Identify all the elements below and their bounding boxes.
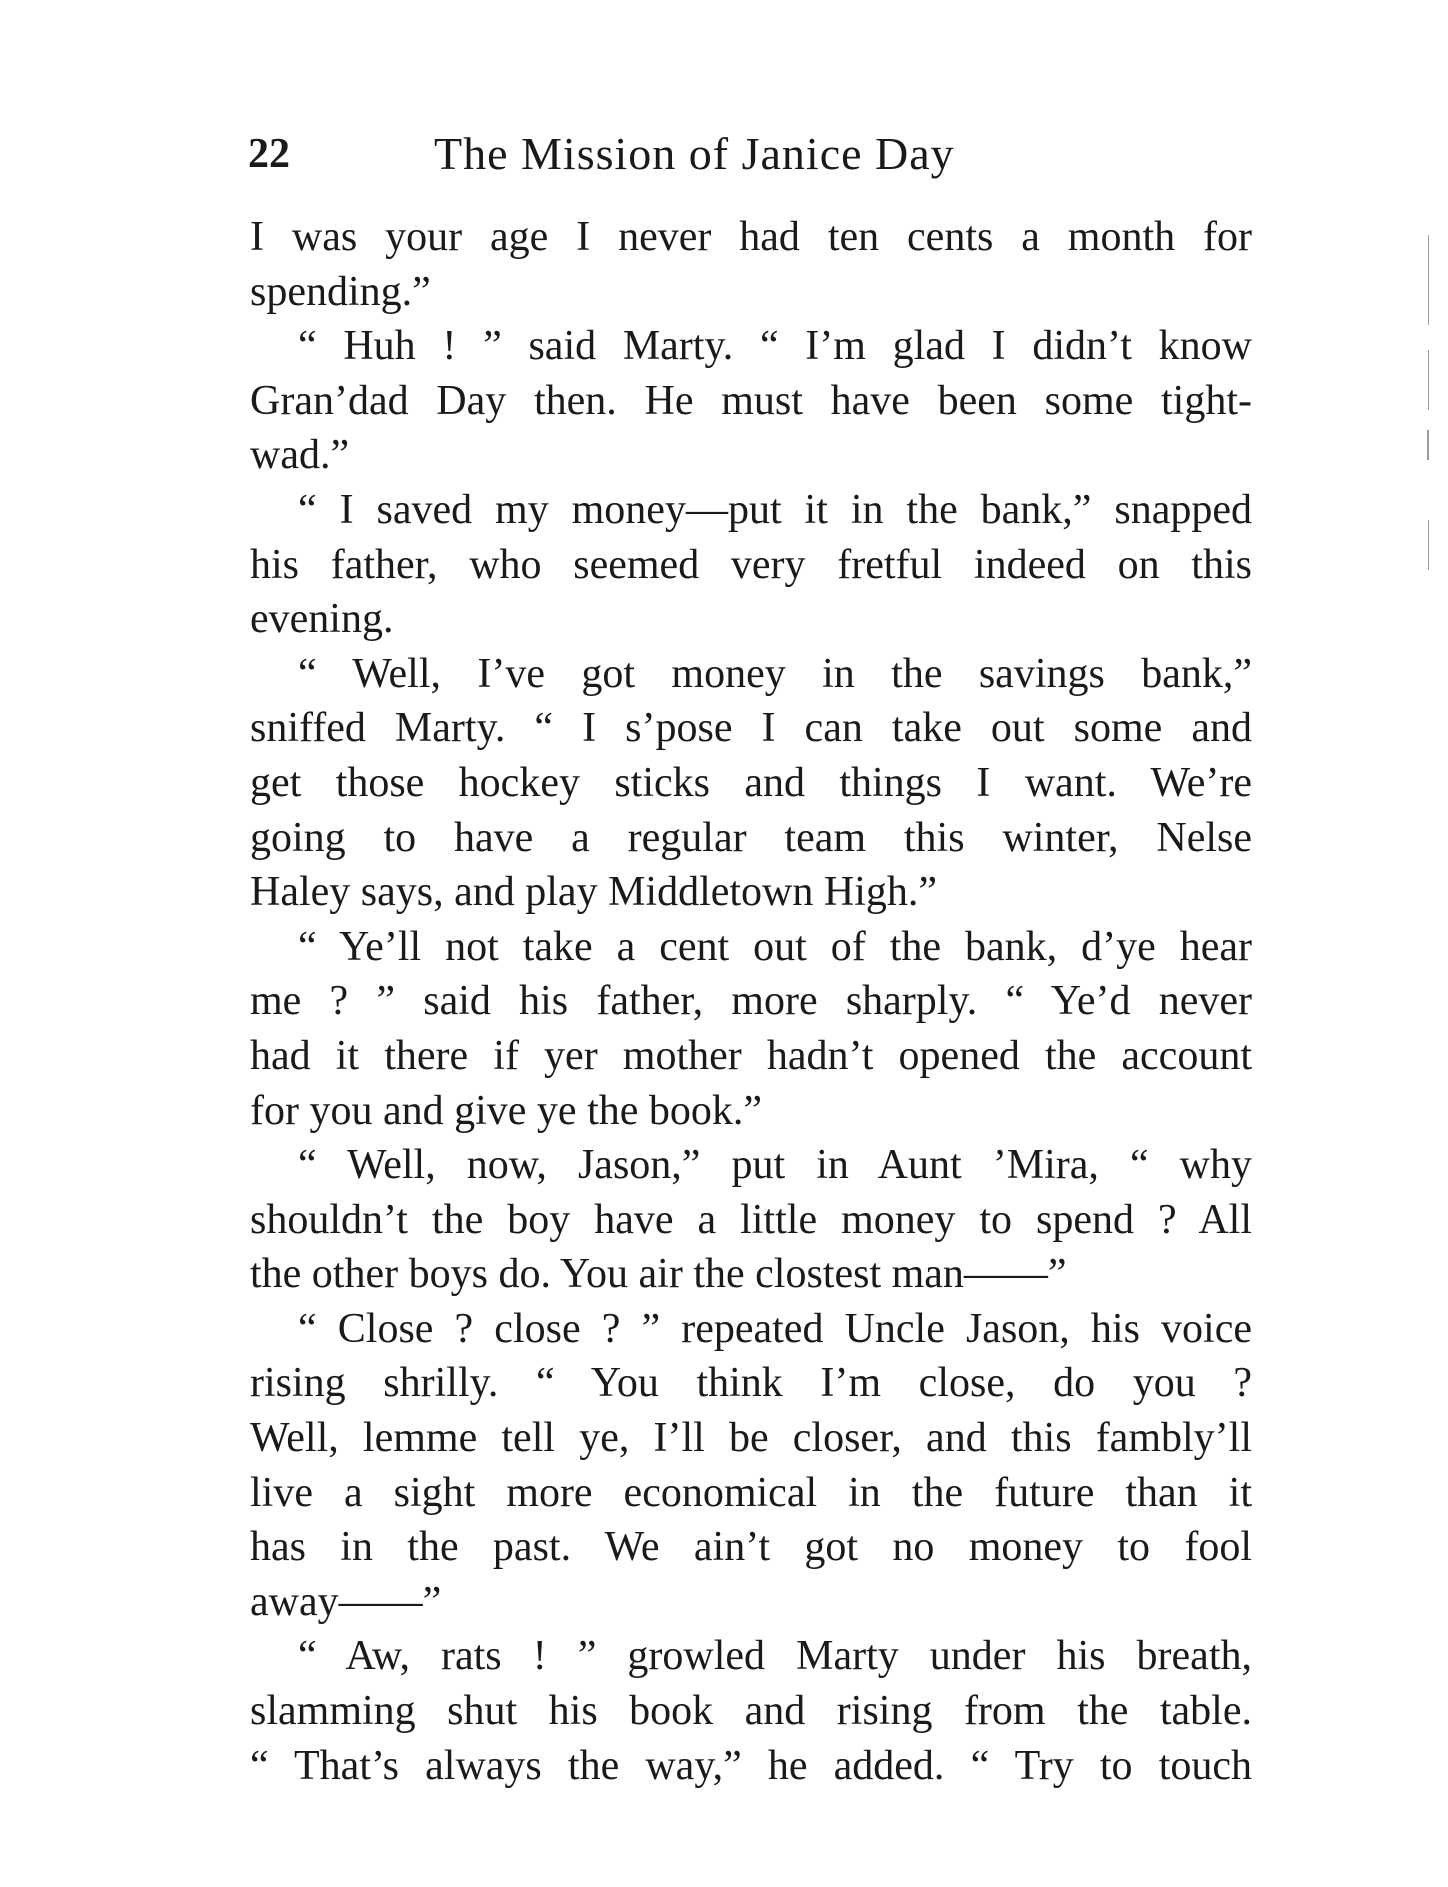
scan-artifact (1428, 520, 1429, 570)
text-line: “ Well, now, Jason,” put in Aunt ’Mira, “ why (298, 1142, 1252, 1189)
text-line: has in the past. We ain’t got no money to fool (250, 1524, 1252, 1571)
text-line: evening. (250, 596, 394, 643)
text-line: Haley says, and play Middletown High.” (250, 869, 938, 916)
body-text (250, 210, 1252, 1793)
text-line: live a sight more economical in the future than it (250, 1469, 1252, 1516)
text-line: “ Well, I’ve got money in the savings bank,” (298, 650, 1252, 697)
scan-artifact (1427, 430, 1429, 460)
text-line: going to have a regular team this winter, Nelse (250, 814, 1252, 861)
text-line: “ I saved my money—put it in the bank,” snapped (298, 486, 1252, 533)
text-line: Well, lemme tell ye, I’ll be closer, and this fambly’ll (250, 1415, 1252, 1462)
text-line: the other boys do. You air the clostest man——” (250, 1251, 1067, 1298)
text-line: sniffed Marty. “ I s’pose I can take out some and (250, 705, 1252, 752)
text-line: “ That’s always the way,” he added. “ Try to touch (250, 1742, 1252, 1789)
scan-artifact (1428, 350, 1429, 410)
text-line: Gran’dad Day then. He must have been some tight- (250, 377, 1252, 424)
text-line: get those hockey sticks and things I want. We’re (250, 759, 1252, 806)
text-line: “ Aw, rats ! ” growled Marty under his breath, (298, 1633, 1252, 1680)
text-line: away——” (250, 1578, 442, 1625)
running-title: The Mission of Janice Day (434, 128, 955, 179)
text-line: me ? ” said his father, more sharply. “ Ye’d never (250, 978, 1252, 1025)
scan-artifact (1428, 235, 1429, 325)
text-line: wad.” (250, 432, 350, 479)
text-line: his father, who seemed very fretful indeed on this (250, 541, 1252, 588)
text-line: shouldn’t the boy have a little money to spend ? All (250, 1196, 1252, 1243)
running-header (248, 124, 1068, 184)
text-line: for you and give ye the book.” (250, 1087, 763, 1134)
text-line: I was your age I never had ten cents a month for (250, 214, 1252, 260)
text-line: rising shrilly. “ You think I’m close, do you ? (250, 1360, 1252, 1407)
text-line: “ Close ? close ? ” repeated Uncle Jason, his voice (298, 1305, 1252, 1352)
text-line: “ Huh ! ” said Marty. “ I’m glad I didn’t know (298, 323, 1252, 370)
text-line: slamming shut his book and rising from the table. (250, 1688, 1252, 1735)
page-number: 22 (248, 131, 290, 177)
text-line: had it there if yer mother hadn’t opened the account (250, 1032, 1252, 1079)
text-line: spending.” (250, 268, 431, 315)
text-line: “ Ye’ll not take a cent out of the bank, d’ye hear (298, 923, 1252, 970)
